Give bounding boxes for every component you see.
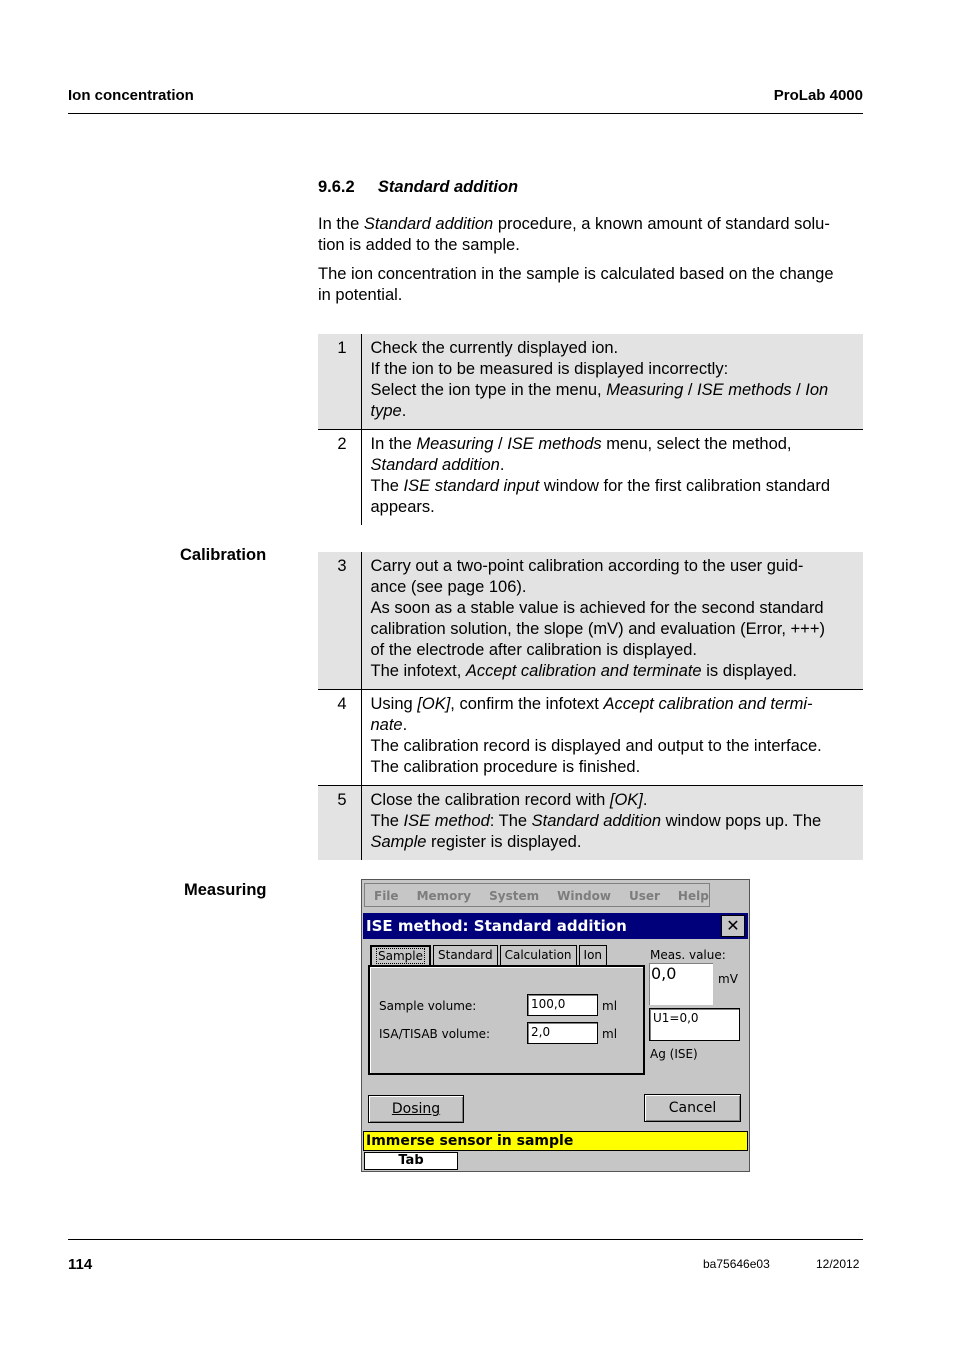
steps-table-1 [318, 334, 863, 525]
cancel-button-label: Cancel [668, 1100, 717, 1116]
step-text-segment: Carry out a two-point calibration according to the user guid- [370, 557, 804, 575]
step-row [318, 552, 863, 690]
intro-text: tion is added to the sample. [318, 236, 520, 254]
document-id: ba75646e03 [703, 1257, 770, 1271]
step-text-segment: The [370, 477, 404, 495]
menu-bar [364, 883, 710, 907]
step-text-segment: The [370, 812, 404, 830]
steps-table-2 [318, 552, 863, 860]
header-section-title: Ion concentration [68, 87, 194, 104]
tab-sample-label: Sample [378, 949, 423, 963]
electrode-label: Ag (ISE) [650, 1047, 698, 1061]
header-product-name: ProLab 4000 [773, 87, 863, 104]
menu-item-file[interactable]: File [374, 889, 399, 903]
step-text [361, 690, 863, 786]
menu-item-user[interactable]: User [628, 889, 660, 903]
step-term: ISE methods [697, 381, 792, 399]
tab-standard[interactable]: Standard [433, 945, 498, 965]
step-term: Measuring [416, 435, 494, 453]
step-text-segment: ance (see page 106). [370, 578, 527, 596]
meas-value: 0,0 [651, 964, 677, 983]
intro-term: Standard addition [363, 215, 494, 233]
cancel-button[interactable] [644, 1094, 741, 1122]
step-row [318, 786, 863, 861]
dosing-button[interactable] [368, 1095, 464, 1123]
meas-unit: mV [718, 972, 738, 986]
step-text-segment: / [493, 435, 508, 453]
page-number: 114 [68, 1256, 93, 1273]
section-title: Standard addition [377, 178, 519, 196]
calibration-label: Calibration [180, 546, 267, 564]
step-text-segment: Select the ion type in the menu, [370, 381, 607, 399]
sample-volume-label: Sample volume: [379, 999, 477, 1013]
step-text-segment: / [683, 381, 698, 399]
header-rule [68, 113, 863, 114]
dialog-titlebar [363, 913, 748, 939]
step-term: type [370, 402, 402, 420]
step-text-segment: , confirm the infotext [450, 695, 604, 713]
intro-text: In the [318, 215, 364, 233]
step-term: ISE standard input [403, 477, 540, 495]
step-text-segment: register is displayed. [426, 833, 582, 851]
footer-rule [68, 1239, 863, 1240]
device-screenshot [361, 879, 750, 1172]
step-term: Accept calibration and termi- [603, 695, 813, 713]
isa-volume-input[interactable]: 2,0 [527, 1022, 598, 1044]
step-term: Sample [370, 833, 427, 851]
step-text-segment: is displayed. [701, 662, 797, 680]
step-term: [OK] [609, 791, 643, 809]
tab-calculation[interactable]: Calculation [500, 945, 577, 965]
step-term: ISE methods [507, 435, 602, 453]
step-text-segment: of the electrode after calibration is displayed. [370, 641, 698, 659]
step-text-segment: . [499, 456, 505, 474]
step-number: 1 [318, 334, 361, 430]
intro-text: procedure, a known amount of standard solu- [493, 215, 830, 233]
step-text-segment: The calibration record is displayed and output to the interface. [370, 737, 822, 755]
step-row [318, 690, 863, 786]
step-term: Standard addition [531, 812, 661, 830]
step-text-segment: If the ion to be measured is displayed incorrectly: [370, 360, 729, 378]
document-date: 12/2012 [816, 1257, 860, 1271]
section-heading [318, 178, 518, 197]
meas-value-label: Meas. value: [650, 948, 726, 962]
tab-sample[interactable] [370, 945, 431, 965]
step-text-segment: . [402, 716, 408, 734]
step-text-segment: appears. [370, 498, 435, 516]
step-text-segment: . [642, 791, 648, 809]
step-term: Accept calibration and terminate [465, 662, 702, 680]
step-text-segment: The calibration procedure is finished. [370, 758, 641, 776]
sample-tab-panel [368, 965, 645, 1075]
intro-paragraph-2 [318, 264, 868, 306]
step-text-segment: Using [370, 695, 418, 713]
step-text-segment: / [791, 381, 806, 399]
sample-volume-unit: ml [602, 999, 618, 1013]
measuring-label: Measuring [184, 881, 267, 899]
isa-volume-unit: ml [602, 1027, 618, 1041]
menu-item-memory[interactable]: Memory [416, 889, 472, 903]
step-text-segment: In the [370, 435, 417, 453]
menu-item-system[interactable]: System [489, 889, 540, 903]
step-number: 4 [318, 690, 361, 786]
dialog-title: ISE method: Standard addition [366, 917, 627, 935]
step-number: 5 [318, 786, 361, 861]
intro-text: in potential. [318, 286, 403, 304]
sample-volume-input[interactable]: 100,0 [527, 994, 598, 1016]
step-term: Ion [805, 381, 829, 399]
step-number: 2 [318, 430, 361, 526]
step-text [361, 430, 863, 526]
isa-volume-label: ISA/TISAB volume: [379, 1027, 491, 1041]
step-text-segment: window pops up. The [661, 812, 822, 830]
step-text [361, 552, 863, 690]
step-text-segment: window for the first calibration standard [539, 477, 831, 495]
step-number: 3 [318, 552, 361, 690]
step-text-segment: menu, select the method, [601, 435, 792, 453]
step-row [318, 430, 863, 526]
dosing-button-label: Dosing [391, 1101, 441, 1117]
step-row [318, 334, 863, 430]
step-text-segment: Check the currently displayed ion. [370, 339, 619, 357]
section-number: 9.6.2 [318, 178, 355, 196]
step-term: nate [370, 716, 403, 734]
step-text-segment: The infotext, [370, 662, 466, 680]
step-text [361, 786, 863, 861]
menu-item-help[interactable]: Help [677, 889, 709, 903]
close-button[interactable]: ✕ [721, 915, 745, 937]
step-term: ISE method [403, 812, 490, 830]
status-message: Immerse sensor in sample [363, 1131, 748, 1151]
menu-item-window[interactable]: Window [557, 889, 611, 903]
tab-button[interactable]: Tab [364, 1152, 458, 1170]
step-term: Measuring [606, 381, 684, 399]
step-text-segment: : The [489, 812, 532, 830]
intro-paragraph-1 [318, 214, 868, 256]
tab-ion[interactable]: Ion [579, 945, 608, 965]
tab-strip [370, 945, 609, 965]
step-term: Standard addition [370, 456, 500, 474]
u1-display: U1=0,0 [649, 1008, 740, 1041]
step-text [361, 334, 863, 430]
step-text-segment: Close the calibration record with [370, 791, 610, 809]
intro-text: The ion concentration in the sample is calculated based on the change [318, 265, 834, 283]
step-text-segment: calibration solution, the slope (mV) and evaluation (Error, +++) [370, 620, 825, 638]
meas-value-display [649, 963, 713, 1005]
step-text-segment: . [401, 402, 407, 420]
step-term: [OK] [417, 695, 451, 713]
step-text-segment: As soon as a stable value is achieved for the second standard [370, 599, 824, 617]
